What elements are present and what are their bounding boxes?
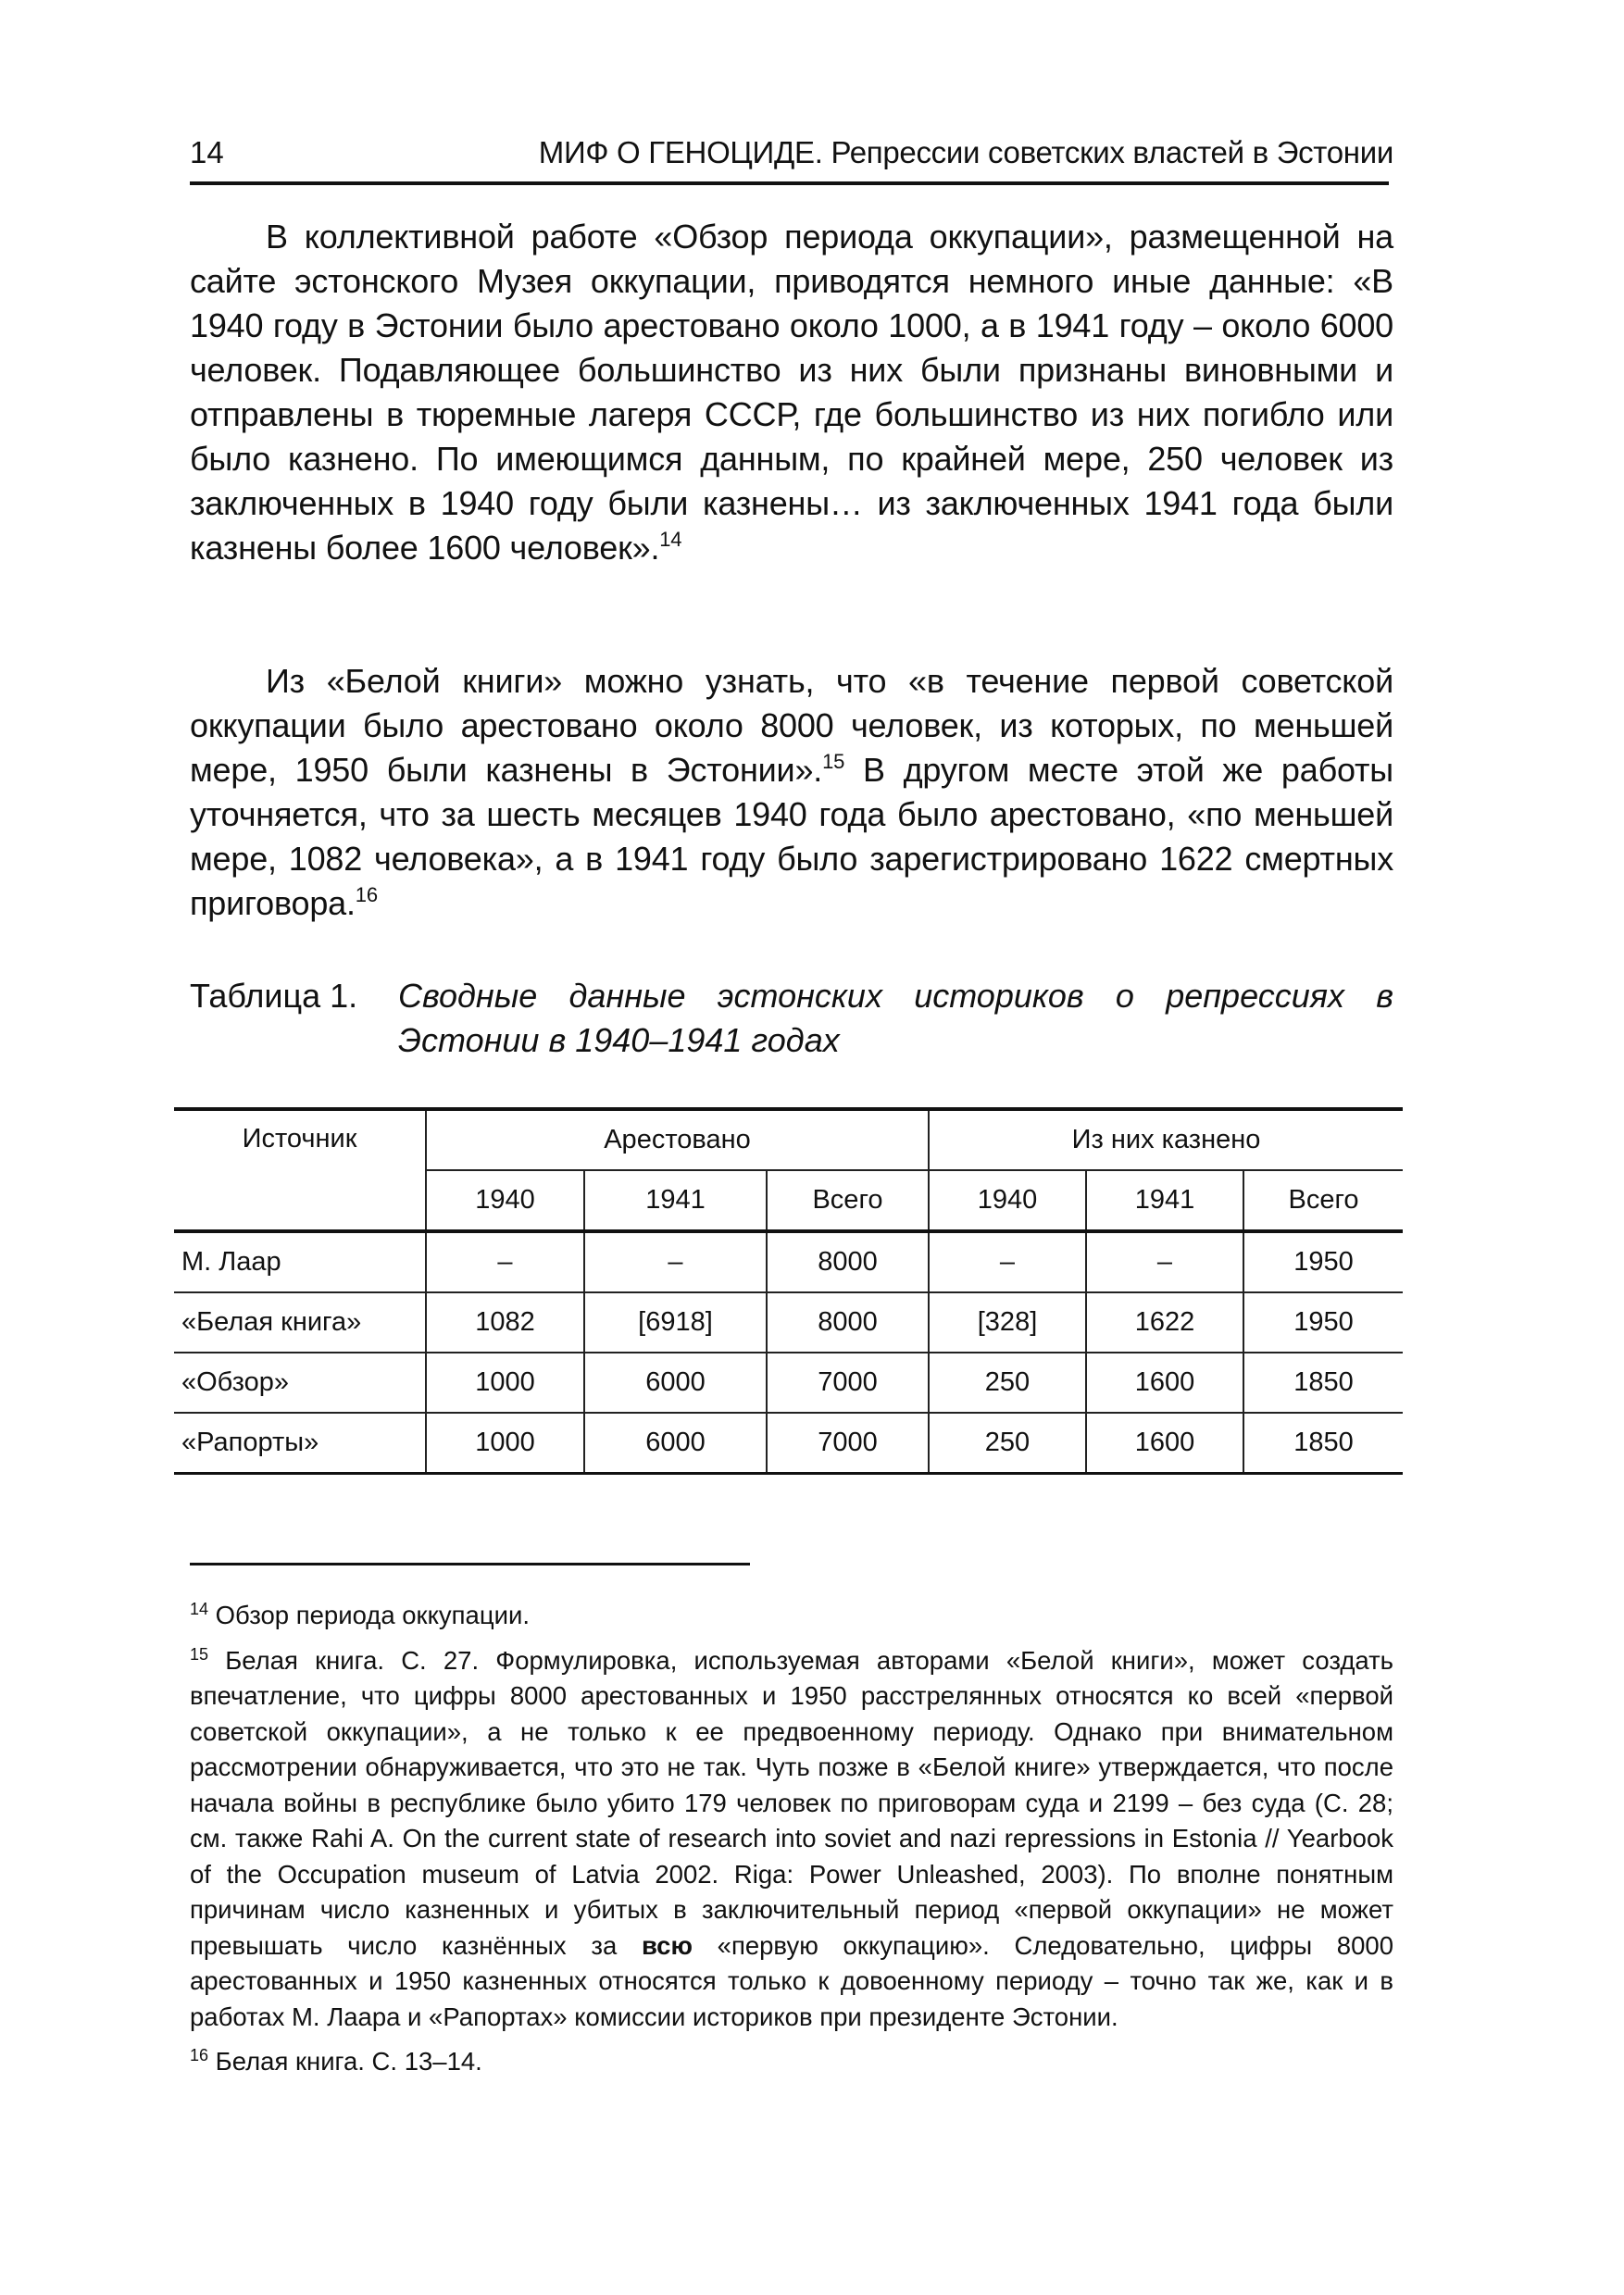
- footnote-16: [190, 2044, 1393, 2080]
- cell: 7000: [767, 1413, 929, 1474]
- footnote-number: 14: [190, 1600, 209, 1618]
- subheader-arrested-total: Всего: [767, 1170, 929, 1231]
- header-rule: [190, 181, 1389, 185]
- cell: 1000: [426, 1353, 584, 1413]
- paragraph-2: [190, 659, 1393, 926]
- cell: [328]: [929, 1292, 1086, 1353]
- cell: 250: [929, 1353, 1086, 1413]
- footnote-emphasis: всю: [641, 1930, 693, 1960]
- table-caption-label: Таблица 1.: [190, 977, 358, 1015]
- footnote-text-before: Белая книга. С. 27. Формулировка, используемая авторами «Белой книги», может создать впечатление, что цифры 8000 арестованных и 1950 расстрелянных относятся ко всей «первой советской оккупации», а не только к ее предвоенному периоду. Однако при внимательном рассмотрении обнаруживается, что это не так. Чуть позже в «Белой книге» утверждается, что после начала войны в республике было убито 179 человек по приговорам суда и 2199 – без суда (С. 28; см. также Rahi A. On the current state of research into soviet and nazi repressions in Estonia // Yearbook of the Occupation museum of Latvia 2002. Riga: Power Unleashed, 2003). По вполне понятным причинам число казненных и убитых в заключительный период «первой оккупации» не может превышать число казнённых за: [190, 1645, 1393, 1960]
- table-row: [174, 1292, 1403, 1353]
- row-source: «Белая книга»: [174, 1292, 426, 1353]
- cell: 1600: [1086, 1413, 1243, 1474]
- cell: 250: [929, 1413, 1086, 1474]
- header-source: Источник: [174, 1109, 426, 1231]
- cell: 8000: [767, 1231, 929, 1292]
- cell: 1950: [1243, 1231, 1403, 1292]
- row-source: «Рапорты»: [174, 1413, 426, 1474]
- footnote-15: [190, 1643, 1393, 2036]
- footnote-number: 15: [190, 1644, 209, 1664]
- header-arrested: Арестовано: [426, 1109, 929, 1170]
- paragraph-1-text: В коллективной работе «Обзор периода оккупации», размещенной на сайте эстонского Музея оккупации, приводятся немного иные данные: «В 1940 году в Эстонии было арестовано около 1000, а в 1941 году – около 6000 человек. Подавляющее большинство из них были признаны виновными и отправлены в тюремные лагеря СССР, где большинство из них погибло или было казнено. По имеющимся данным, по крайней мере, 250 человек из заключенных в 1940 году были казнены… из заключенных 1941 года были казнены более 1600 человек».: [190, 218, 1393, 567]
- footnote-text: Обзор периода оккупации.: [215, 1601, 530, 1629]
- page-number: 14: [190, 135, 224, 169]
- footnote-number: 16: [190, 2046, 209, 2064]
- row-source: М. Лаар: [174, 1231, 426, 1292]
- footnote-text-after: «первую оккупацию». Следовательно, цифры 8000 арестованных и 1950 казненных относятся только к довоенному периоду – точно так же, как и в работах М. Лаара и «Рапортах» комиссии историков при президенте Эстонии.: [190, 1930, 1393, 2031]
- cell: 1850: [1243, 1353, 1403, 1413]
- footnote-ref-15[interactable]: 15: [822, 750, 845, 773]
- cell: [6918]: [584, 1292, 767, 1353]
- cell: 1950: [1243, 1292, 1403, 1353]
- cell: –: [1086, 1231, 1243, 1292]
- subheader-arrested-1940: 1940: [426, 1170, 584, 1231]
- cell: –: [426, 1231, 584, 1292]
- subheader-executed-1940: 1940: [929, 1170, 1086, 1231]
- footnote-text: Белая книга. С. 13–14.: [215, 2047, 482, 2076]
- row-source: «Обзор»: [174, 1353, 426, 1413]
- footnote-separator: [190, 1563, 750, 1565]
- subheader-arrested-1941: 1941: [584, 1170, 767, 1231]
- cell: 8000: [767, 1292, 929, 1353]
- cell: 1600: [1086, 1353, 1243, 1413]
- cell: 1082: [426, 1292, 584, 1353]
- cell: 6000: [584, 1413, 767, 1474]
- cell: 6000: [584, 1353, 767, 1413]
- subheader-executed-total: Всего: [1243, 1170, 1403, 1231]
- cell: 1850: [1243, 1413, 1403, 1474]
- cell: –: [584, 1231, 767, 1292]
- table-row: [174, 1353, 1403, 1413]
- header-executed: Из них казнено: [929, 1109, 1403, 1170]
- table-row: [174, 1413, 1403, 1474]
- paragraph-1: [190, 215, 1393, 570]
- cell: 1000: [426, 1413, 584, 1474]
- cell: –: [929, 1231, 1086, 1292]
- table-row: [174, 1231, 1403, 1292]
- footnote-ref-16[interactable]: 16: [355, 883, 378, 906]
- table-caption-text: Сводные данные эстонских историков о репрессиях в Эстонии в 1940–1941 годах: [398, 977, 1393, 1059]
- repressions-table: [174, 1107, 1403, 1475]
- footnote-14: [190, 1598, 1393, 1634]
- cell: 1622: [1086, 1292, 1243, 1353]
- running-title: МИФ О ГЕНОЦИДЕ. Репрессии советских властей в Эстонии: [538, 135, 1393, 169]
- footnotes: [190, 1598, 1393, 2089]
- running-header: [190, 130, 1393, 176]
- table-header-row: [174, 1109, 1403, 1170]
- cell: 7000: [767, 1353, 929, 1413]
- subheader-executed-1941: 1941: [1086, 1170, 1243, 1231]
- paragraph-2-text-after: В другом месте этой же работы уточняется, что за шесть месяцев 1940 года было арестовано, «по меньшей мере, 1082 человека», а в 1941 году было зарегистрировано 1622 смертных приговора.: [190, 751, 1393, 922]
- paragraph-2-text-before: Из «Белой книги» можно узнать, что «в течение первой советской оккупации было арестовано около 8000 человек, из которых, по меньшей мере, 1950 были казнены в Эстонии».: [190, 662, 1393, 789]
- footnote-ref-14[interactable]: 14: [659, 528, 682, 551]
